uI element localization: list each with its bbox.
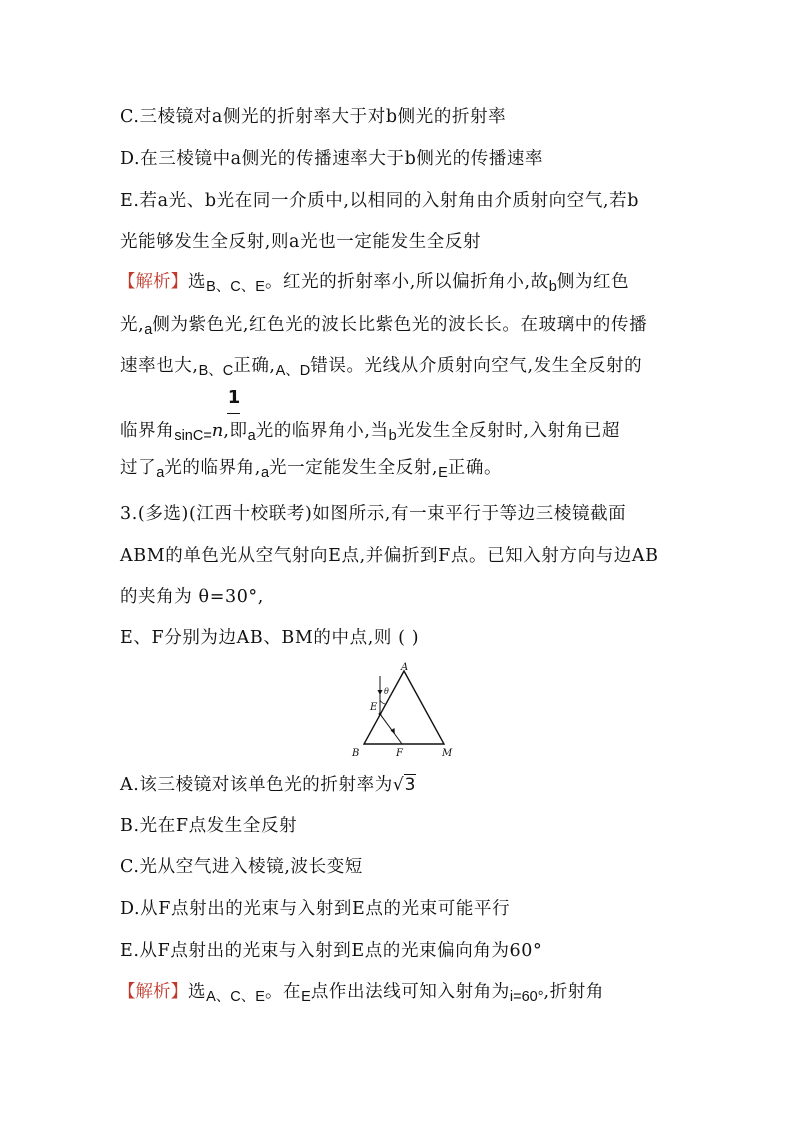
- option-c: C.光从空气进入棱镜,波长变短: [120, 857, 363, 877]
- question-3-line-3: 的夹角为 θ=30°,: [120, 587, 264, 607]
- option-e: E.从F点射出的光束与入射到E点的光束偏向角为60°: [120, 941, 543, 961]
- analysis-1-line-1: 【解析】选$_{B、C、E}$。红光的折射率小,所以偏折角小,故$_b$侧为红色: [118, 272, 630, 295]
- analysis-1-line-5: 过了$_a$光的临界角$,_a$光一定能发生全反射$,_E$正确。: [120, 458, 503, 481]
- point-e-dot: [379, 713, 382, 716]
- question-3-line-1: 3.(多选)(江西十校联考)如图所示,有一束平行于等边三棱镜截面: [120, 504, 627, 524]
- analysis-1-line-2: 光$,_a$侧为紫色光,红色光的波长比紫色光的波长长。在玻璃中的传播: [120, 315, 648, 338]
- option-b: B.光在F点发生全反射: [120, 816, 298, 836]
- label-f: F: [396, 748, 403, 759]
- incident-arrow-icon: [378, 690, 383, 695]
- sqrt-number: 3: [404, 775, 417, 795]
- option-e-prev-line1: E.若a光、b光在同一介质中,以相同的入射角由介质射向空气,若b: [120, 191, 639, 211]
- analysis-tag: 【解析】: [118, 982, 188, 1002]
- option-e-prev-line2: 光能够发生全反射,则a光也一定能发生全反射: [120, 232, 482, 252]
- question-3-line-4: E、F分别为边AB、BM的中点,则 ( ): [120, 628, 420, 648]
- option-d: D.从F点射出的光束与入射到E点的光束可能平行: [120, 899, 511, 919]
- theta-arc: [380, 700, 385, 704]
- analysis-2-line-1: 【解析】选$_{A、C、E}$。在$_E$点作出法线可知入射角为$_{i=60^\circ}$,折射角: [118, 982, 605, 1005]
- option-a: A.该三棱镜对该单色光的折射率为√3: [120, 775, 417, 795]
- label-theta: θ: [384, 687, 389, 696]
- label-m: M: [442, 748, 453, 759]
- fraction-denominator: n: [211, 420, 224, 441]
- fraction-numerator: 1: [227, 387, 241, 408]
- sqrt-sign: √: [392, 775, 404, 795]
- prism-figure: [340, 660, 460, 760]
- refracted-ray: [380, 714, 402, 744]
- fraction-bar: [227, 413, 240, 414]
- option-c-prev: C.三棱镜对a侧光的折射率大于对b侧光的折射率: [120, 107, 507, 127]
- option-d-prev: D.在三棱镜中a侧光的传播速率大于b侧光的传播速率: [120, 149, 544, 169]
- label-b: B: [352, 748, 360, 759]
- label-a: A: [401, 662, 409, 673]
- question-3-line-2: ABM的单色光从空气射向E点,并偏折到F点。已知入射方向与边AB: [120, 546, 659, 566]
- label-e: E: [370, 702, 378, 713]
- analysis-1-line-4: 临界角$_{sinC=}$n,即$_a$光的临界角小,当$_b$光发生全反射时,入射角已超: [120, 420, 621, 444]
- analysis-1-line-3: 速率也大$,_{B、C}$正确$,_{A、D}$错误。光线从介质射向空气,发生全反射的: [120, 356, 643, 379]
- analysis-tag: 【解析】: [118, 272, 188, 292]
